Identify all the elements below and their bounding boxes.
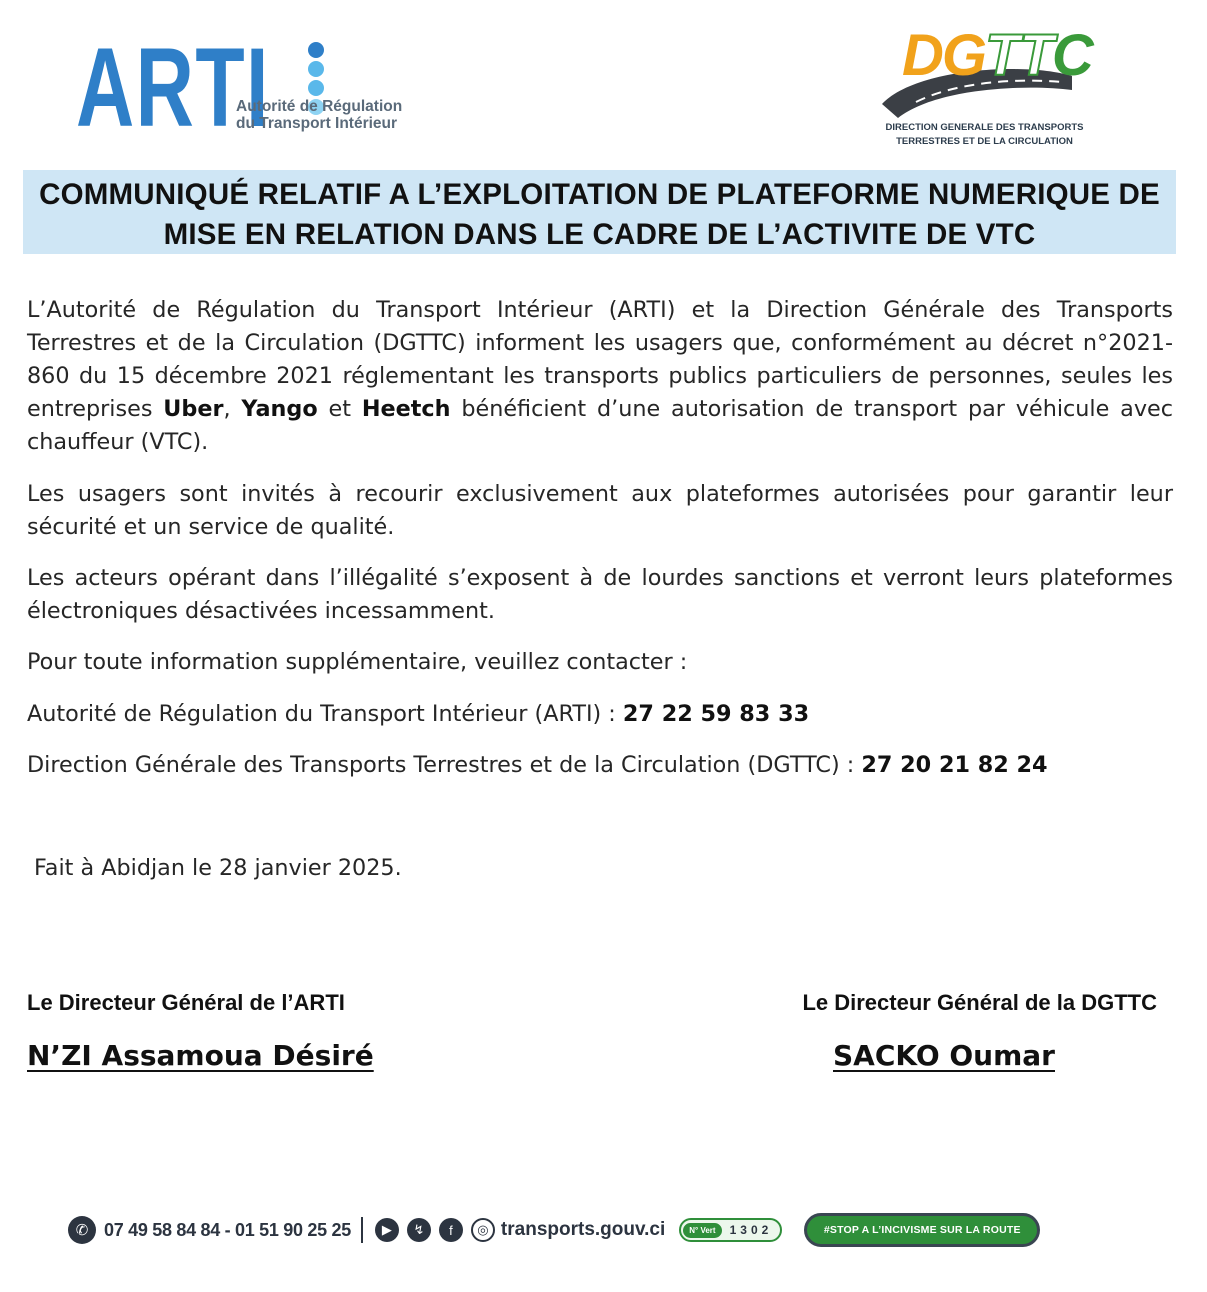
footer-bar	[68, 1210, 1128, 1250]
signature-left-title: Le Directeur Général de l’ARTI	[27, 990, 345, 1015]
globe-icon: ◎	[471, 1218, 495, 1242]
messenger-icon[interactable]: ↯	[407, 1218, 431, 1242]
paragraph-authorization-outro: bénéficient d’une autorisation de transport par véhicule avec chauffeur (VTC).	[27, 396, 1173, 455]
company-yango: Yango	[241, 396, 318, 422]
contact-dgttc-label: Direction Générale des Transports Terrestres et de la Circulation (DGTTC) :	[27, 752, 862, 778]
paragraph-contact-intro: Pour toute information supplémentaire, veuillez contacter :	[27, 649, 688, 675]
contact-dgttc	[27, 749, 1173, 782]
arti-logo-subtitle	[236, 98, 402, 132]
title-banner	[23, 170, 1176, 254]
dgttc-logo-text	[902, 24, 1092, 88]
arti-logo	[76, 25, 436, 150]
company-heetch: Heetch	[361, 396, 451, 422]
contact-arti-label: Autorité de Régulation du Transport Intérieur (ARTI) :	[27, 701, 623, 727]
paragraph-authorization-intro: L’Autorité de Régulation du Transport Intérieur (ARTI) et la Direction Générale des Transports Terrestres et de la Circulation (DGTTC) informent les usagers que, conformément au décret n°2021-860 du 15 décembre 2021 réglementant les transports publics particuliers de personnes, seules les entreprises	[27, 297, 1173, 422]
signature-left-name: N’ZI Assamoua Désiré	[27, 1039, 374, 1072]
footer-phones: 07 49 58 84 84 - 01 51 90 25 25	[104, 1219, 351, 1240]
separator-comma: ,	[223, 396, 242, 422]
paragraph-users: Les usagers sont invités à recourir exclusivement aux plateformes autorisées pour garantir leur sécurité et un service de qualité.	[27, 481, 1173, 540]
phone-icon: ✆	[68, 1216, 96, 1244]
hotline-number: 1302	[729, 1223, 773, 1237]
footer-campaign-badge: #STOP A L’INCIVISME SUR LA ROUTE	[804, 1213, 1040, 1247]
dgttc-logo-c: C	[1051, 23, 1092, 88]
dgttc-caption-line1: DIRECTION GENERALE DES TRANSPORTS	[885, 122, 1084, 133]
company-uber: Uber	[163, 396, 224, 422]
dgttc-logo-dg: DG	[902, 23, 985, 88]
arti-subtitle-line2: du Transport Intérieur	[236, 115, 398, 132]
title-line1: COMMUNIQUÉ RELATIF A L’EXPLOITATION DE PLATEFORME NUMERIQUE DE	[39, 178, 1160, 211]
arti-subtitle-line1: Autorité de Régulation	[236, 98, 403, 115]
title-line2: MISE EN RELATION DANS LE CADRE DE L’ACTIVITE DE VTC	[163, 218, 1036, 251]
dgttc-logo-caption	[872, 121, 1097, 149]
separator-et: et	[317, 396, 362, 422]
dgttc-logo	[872, 22, 1097, 152]
youtube-icon[interactable]: ▶	[375, 1218, 399, 1242]
facebook-icon[interactable]: f	[439, 1218, 463, 1242]
dgttc-logo-tt: TT	[985, 23, 1052, 88]
signature-right-title: Le Directeur Général de la DGTTC	[802, 990, 1157, 1015]
signature-right-name: SACKO Oumar	[833, 1039, 1055, 1072]
footer-divider	[361, 1217, 363, 1243]
hotline-tag: N° Vert	[683, 1223, 721, 1238]
paragraph-authorization	[27, 294, 1173, 459]
contact-arti-phone: 27 22 59 83 33	[622, 701, 810, 727]
contact-arti	[27, 698, 1173, 731]
dgttc-caption-line2: TERRESTRES ET DE LA CIRCULATION	[896, 136, 1073, 147]
place-date: Fait à Abidjan le 28 janvier 2025.	[34, 855, 402, 881]
footer-website-link[interactable]: transports.gouv.ci	[500, 1219, 666, 1240]
footer-hotline	[679, 1218, 782, 1242]
arti-logo-letters: ARTI	[76, 25, 270, 150]
contact-dgttc-phone: 27 20 21 82 24	[861, 752, 1048, 778]
paragraph-sanctions: Les acteurs opérant dans l’illégalité s’exposent à de lourdes sanctions et verront leurs plateformes électroniques désactivées incessamment.	[27, 565, 1173, 624]
